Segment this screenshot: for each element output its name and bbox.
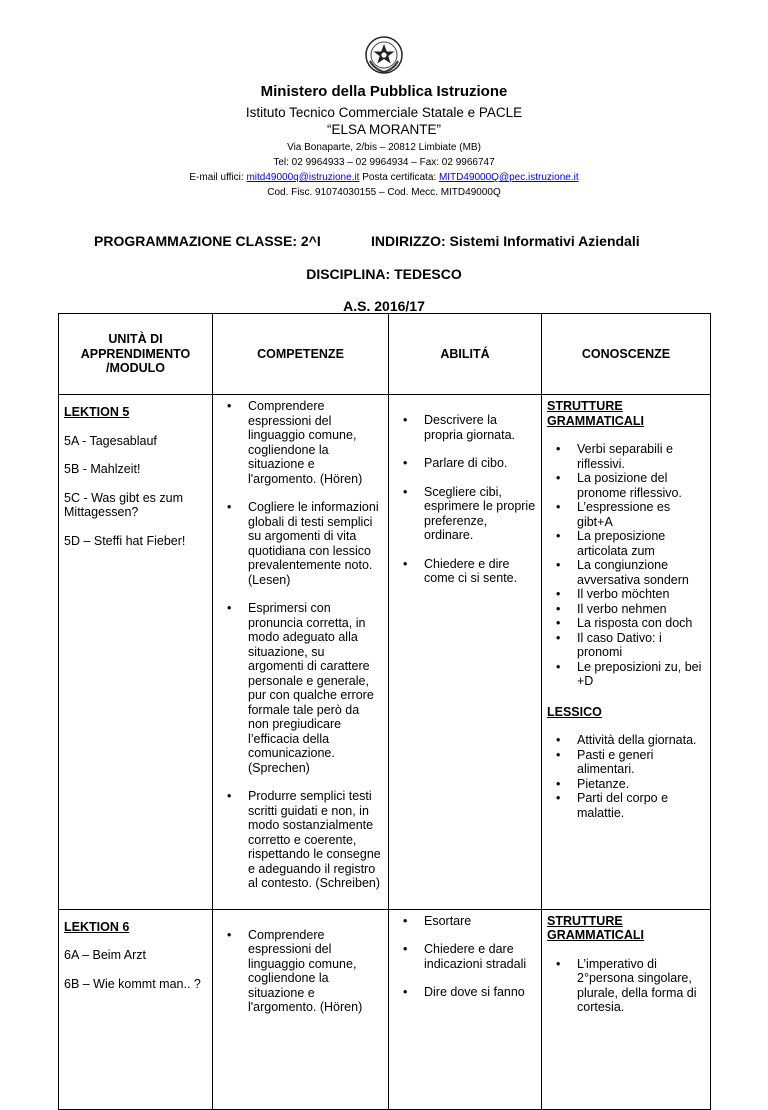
table-header-row — [59, 314, 711, 395]
list-item: • Esortare — [424, 914, 536, 929]
school-name: “ELSA MORANTE” — [326, 122, 442, 137]
lektion5-units-cell — [59, 395, 213, 910]
lektion5-abilita-cell — [389, 395, 542, 910]
list-item: • Comprendere espressioni del linguaggio comune, cogliendone la situazione e l'argomento. (Hören) — [248, 928, 383, 1015]
unit-5d: 5D – Steffi hat Fieber! — [64, 533, 186, 548]
list-item: • Comprendere espressioni del linguaggio comune, cogliendone la situazione e l'argomento. (Hören) — [248, 399, 383, 486]
list-item: • La preposizione articolata zum — [577, 529, 705, 558]
list-item: • L’imperativo di 2°persona singolare, plurale, della forma di cortesia. — [577, 957, 705, 1015]
table-row — [59, 909, 711, 1109]
header-competenze: COMPETENZE — [213, 314, 389, 395]
lektion5-conoscenze-cell — [542, 395, 711, 910]
header-abilita: ABILITÁ — [389, 314, 542, 395]
unit-6b: 6B – Wie kommt man.. ? — [64, 976, 201, 991]
lektion6-abilita-cell — [389, 909, 542, 1109]
unit-6a: 6A – Beim Arzt — [64, 948, 146, 962]
programma-title: PROGRAMMAZIONE CLASSE: 2^I — [94, 233, 321, 249]
list-item: • Scegliere cibi, esprimere le proprie preferenze, ordinare. — [424, 485, 536, 543]
republic-emblem-icon — [364, 35, 404, 75]
header-unita: UNITÀ DI APPRENDIMENTO /MODULO — [59, 314, 213, 395]
school-codes: Cod. Fisc. 91074030155 – Cod. Mecc. MITD49000Q — [267, 187, 501, 198]
list-item: • Dire dove si fanno — [424, 985, 536, 1000]
ministry-title: Ministero della Pubblica Istruzione — [260, 83, 508, 100]
indirizzo-title: INDIRIZZO: Sistemi Informativi Aziendali — [371, 233, 640, 249]
pec-link[interactable]: MITD49000Q@pec.istruzione.it — [438, 172, 579, 183]
email-link[interactable]: mitd49000q@istruzione.it — [246, 172, 360, 183]
institute-name: Istituto Tecnico Commerciale Statale e PACLE — [245, 105, 523, 120]
list-item: • Attività della giornata. — [577, 733, 705, 748]
strutture-title: STRUTTURE GRAMMATICALI — [547, 913, 644, 942]
list-item: • Il caso Dativo: i pronomi — [577, 631, 705, 660]
header-conoscenze: CONOSCENZE — [542, 314, 711, 395]
list-item: • La risposta con doch — [577, 616, 705, 631]
list-item: • Verbi separabili e riflessivi. — [577, 442, 705, 471]
unit-5a: 5A - Tagesablauf — [64, 433, 157, 448]
school-emails — [0, 172, 768, 183]
pec-label: Posta certificata: — [362, 172, 437, 183]
list-item: • Il verbo möchten — [577, 587, 705, 602]
lessico-title: LESSICO — [547, 704, 602, 719]
list-item: • La congiunzione avversativa sondern — [577, 558, 705, 587]
school-year: A.S. 2016/17 — [343, 298, 425, 314]
lektion6-competenze-cell — [213, 909, 389, 1109]
lektion6-title: LEKTION 6 — [64, 919, 130, 934]
programming-table — [58, 313, 711, 1110]
list-item: • La posizione del pronome riflessivo. — [577, 471, 705, 500]
email-label: E-mail uffici: — [189, 172, 244, 183]
lektion6-conoscenze-cell — [542, 909, 711, 1109]
list-item: • Parlare di cibo. — [424, 456, 536, 471]
list-item: • Cogliere le informazioni globali di testi semplici su argomenti di vita quotidiana con lessico prevalentemente noto. (Lesen) — [248, 500, 383, 587]
list-item: • Pasti e generi alimentari. — [577, 748, 705, 777]
list-item: • Produrre semplici testi scritti guidati e non, in modo sostanzialmente corretto e coerente, rispettando le consegne e adeguando il registro al contesto. (Schreiben) — [248, 789, 383, 891]
lektion5-title: LEKTION 5 — [64, 405, 130, 419]
list-item: • Pietanze. — [577, 777, 705, 792]
lektion5-competenze-cell — [213, 395, 389, 910]
unit-5c: 5C - Was gibt es zum Mittagessen? — [64, 490, 184, 519]
list-item: • Il verbo nehmen — [577, 602, 705, 617]
school-address: Via Bonaparte, 2/bis – 20812 Limbiate (MB) — [287, 142, 481, 153]
unit-5b: 5B - Mahlzeit! — [64, 462, 141, 476]
list-item: • Esprimersi con pronuncia corretta, in modo adeguato alla situazione, su argomenti di carattere personale e generale, pur con qualche errore formale tale però da non pregiudicare l’efficacia della comunicazione. (Sprechen) — [248, 601, 383, 775]
list-item: • Descrivere la propria giornata. — [424, 413, 536, 442]
disciplina-title: DISCIPLINA: TEDESCO — [306, 266, 462, 282]
lektion6-units-cell — [59, 909, 213, 1109]
list-item: • Parti del corpo e malattie. — [577, 791, 705, 820]
list-item: • Le preposizioni zu, bei +D — [577, 660, 705, 689]
list-item: • Chiedere e dire come ci si sente. — [424, 557, 536, 586]
list-item: • L’espressione es gibt+A — [577, 500, 705, 529]
school-phones: Tel: 02 9964933 – 02 9964934 – Fax: 02 9966747 — [273, 157, 495, 168]
list-item: • Chiedere e dare indicazioni stradali — [424, 942, 536, 971]
table-row — [59, 395, 711, 910]
strutture-title: STRUTTURE GRAMMATICALI — [547, 399, 644, 428]
